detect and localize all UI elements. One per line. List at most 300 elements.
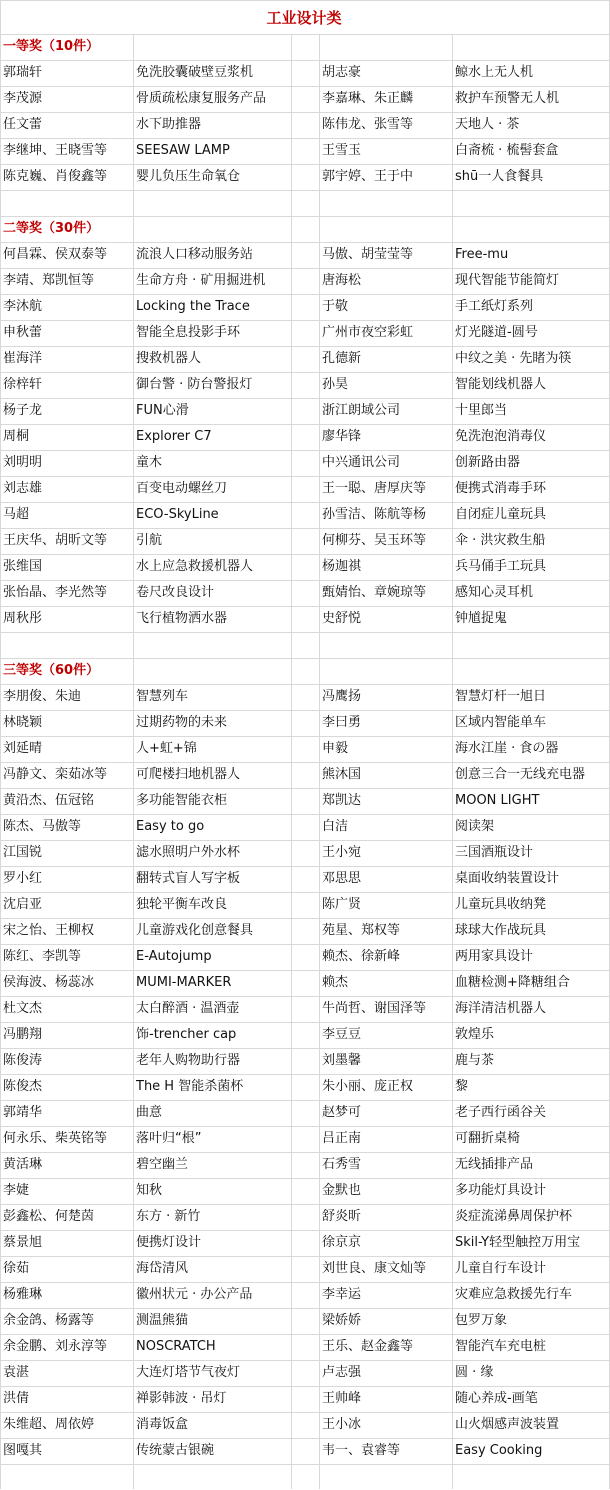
winner-name: 孙昊 xyxy=(322,377,349,392)
project-name: 引航 xyxy=(136,533,163,548)
winner-name: 赖杰、徐新峰 xyxy=(322,949,401,964)
grid-row-line xyxy=(0,1308,610,1309)
project-name: 翻转式盲人写字板 xyxy=(136,871,241,886)
project-name: 伞 · 洪灾救生船 xyxy=(455,533,546,548)
winner-name: 石秀雪 xyxy=(322,1157,362,1172)
project-name: 童木 xyxy=(136,455,163,470)
grid-row-line xyxy=(0,996,610,997)
grid-row-line xyxy=(0,658,610,659)
winner-name: 王一聪、唐厚庆等 xyxy=(322,481,427,496)
project-name: 多功能智能衣柜 xyxy=(136,793,228,808)
project-name: 炎症流涕鼻周保护杯 xyxy=(455,1209,573,1224)
project-name: 御台警 · 防台警报灯 xyxy=(136,377,253,392)
table-row xyxy=(0,450,610,476)
project-name: 人+虹+锦 xyxy=(136,741,197,756)
winner-name: 何柳芬、吴玉环等 xyxy=(322,533,427,548)
grid-row-line xyxy=(0,216,610,217)
table-row xyxy=(0,788,610,814)
table-row xyxy=(0,1256,610,1282)
winner-name: 杨雅琳 xyxy=(3,1287,43,1302)
project-name: 流浪人口移动服务站 xyxy=(136,247,254,262)
table-row xyxy=(0,164,610,190)
project-name: E-Autojump xyxy=(136,949,212,964)
grid-row-line xyxy=(0,398,610,399)
grid-row-line xyxy=(0,1178,610,1179)
grid-row-line xyxy=(0,372,610,373)
winner-name: 陈克巍、肖俊鑫等 xyxy=(3,169,108,184)
table-row xyxy=(0,580,610,606)
grid-row-line xyxy=(0,788,610,789)
table-row xyxy=(0,710,610,736)
table-row xyxy=(0,944,610,970)
winner-name: 徐梓轩 xyxy=(3,377,43,392)
grid-row-line xyxy=(0,1464,610,1465)
sheet-title: 工业设计类 xyxy=(266,8,342,27)
table-row xyxy=(0,242,610,268)
project-name: 黎 xyxy=(455,1079,469,1094)
grid-row-line xyxy=(0,918,610,919)
winner-name: 马傲、胡莹莹等 xyxy=(322,247,414,262)
grid-row-line xyxy=(0,424,610,425)
grid-row-line xyxy=(0,1256,610,1257)
project-name: 多功能灯具设计 xyxy=(455,1183,547,1198)
table-row xyxy=(0,606,610,632)
grid-row-line xyxy=(0,814,610,815)
table-row xyxy=(0,112,610,138)
winner-name: 陈伟龙、张雪等 xyxy=(322,117,414,132)
project-name: 骨质疏松康复服务产品 xyxy=(136,91,267,106)
winner-name: 吕正南 xyxy=(322,1131,362,1146)
winner-name: 中兴通讯公司 xyxy=(322,455,401,470)
prize-heading-row xyxy=(0,658,610,684)
winner-name: 广州市夜空彩虹 xyxy=(322,325,414,340)
winner-name: 张怡晶、李光然等 xyxy=(3,585,108,600)
project-name: Easy to go xyxy=(136,819,205,834)
project-name: 天地人 · 茶 xyxy=(455,117,520,132)
winner-name: 王小冰 xyxy=(322,1417,362,1432)
project-name: 测温熊猫 xyxy=(136,1313,189,1328)
project-name: 生命方舟 · 矿用掘进机 xyxy=(136,273,266,288)
grid-row-line xyxy=(0,346,610,347)
table-row xyxy=(0,1386,610,1412)
project-name: 便携式消毒手环 xyxy=(455,481,547,496)
project-name: NOSCRATCH xyxy=(136,1339,216,1354)
winner-name: 陈俊涛 xyxy=(3,1053,43,1068)
project-name: Easy Cooking xyxy=(455,1443,543,1458)
winner-name: 牛尚哲、谢国泽等 xyxy=(322,1001,427,1016)
table-row xyxy=(0,86,610,112)
prize-heading-row xyxy=(0,34,610,60)
winner-name: 陈广贤 xyxy=(322,897,362,912)
table-row xyxy=(0,1022,610,1048)
project-name: FUN心滑 xyxy=(136,403,189,418)
winner-name: 刘世良、康文灿等 xyxy=(322,1261,427,1276)
table-row xyxy=(0,970,610,996)
table-row xyxy=(0,502,610,528)
grid-row-line xyxy=(0,86,610,87)
project-name: Locking the Trace xyxy=(136,299,250,314)
grid-row-line xyxy=(0,320,610,321)
winner-name: 申秋蕾 xyxy=(3,325,43,340)
table-row xyxy=(0,762,610,788)
winner-name: 周桐 xyxy=(3,429,30,444)
winner-name: 郭靖华 xyxy=(3,1105,43,1120)
project-name: 包罗万象 xyxy=(455,1313,508,1328)
grid-row-line xyxy=(0,1074,610,1075)
winner-name: 赖杰 xyxy=(322,975,349,990)
project-name: 老子西行函谷关 xyxy=(455,1105,547,1120)
table-row xyxy=(0,268,610,294)
grid-row-line xyxy=(0,1360,610,1361)
winner-name: 袁湛 xyxy=(3,1365,30,1380)
winner-name: 浙江朗域公司 xyxy=(322,403,401,418)
project-name: 手工纸灯系列 xyxy=(455,299,534,314)
winner-name: 周秋彤 xyxy=(3,611,43,626)
grid-row-line xyxy=(0,554,610,555)
winner-name: 蔡景旭 xyxy=(3,1235,43,1250)
grid-row-line xyxy=(0,944,610,945)
project-name: 水下助推器 xyxy=(136,117,202,132)
project-name: Explorer C7 xyxy=(136,429,212,444)
table-row xyxy=(0,1204,610,1230)
grid-row-line xyxy=(0,1204,610,1205)
table-row xyxy=(0,1334,610,1360)
winner-name: 李靖、郑凯恒等 xyxy=(3,273,95,288)
winner-name: 洪倩 xyxy=(3,1391,30,1406)
winner-name: 孙雪洁、陈航等杨 xyxy=(322,507,427,522)
winner-name: 李婕 xyxy=(3,1183,30,1198)
table-row xyxy=(0,372,610,398)
winner-name: 徐京京 xyxy=(322,1235,362,1250)
prize-heading: 二等奖（30件） xyxy=(3,221,100,236)
table-row xyxy=(0,60,610,86)
table-row xyxy=(0,1412,610,1438)
table-row xyxy=(0,1438,610,1464)
winner-name: 李嘉琳、朱正麟 xyxy=(322,91,414,106)
winner-name: 唐海松 xyxy=(322,273,362,288)
winner-name: 彭鑫松、何楚茵 xyxy=(3,1209,95,1224)
winner-name: 郑凯达 xyxy=(322,793,362,808)
grid-row-line xyxy=(0,970,610,971)
project-name: 自闭症儿童玩具 xyxy=(455,507,547,522)
project-name: 海洋清洁机器人 xyxy=(455,1001,547,1016)
winner-name: 梁娇娇 xyxy=(322,1313,362,1328)
project-name: 钟馗捉鬼 xyxy=(455,611,508,626)
table-row xyxy=(0,1100,610,1126)
grid-row-line xyxy=(0,60,610,61)
project-name: 婴儿负压生命氧仓 xyxy=(136,169,241,184)
project-name: 百变电动螺丝刀 xyxy=(136,481,228,496)
grid-column-line xyxy=(0,0,1,1489)
project-name: 太白醉酒 · 温酒壶 xyxy=(136,1001,240,1016)
winner-name: 黄沿杰、伍冠铭 xyxy=(3,793,95,808)
winner-name: 李茂源 xyxy=(3,91,43,106)
grid-row-line xyxy=(0,164,610,165)
grid-row-line xyxy=(0,294,610,295)
winner-name: 赵梦可 xyxy=(322,1105,362,1120)
winner-name: 郭瑞轩 xyxy=(3,65,43,80)
winner-name: 冯鹏翔 xyxy=(3,1027,43,1042)
project-name: 三国酒瓶设计 xyxy=(455,845,534,860)
grid-row-line xyxy=(0,1386,610,1387)
project-name: 飞行植物洒水器 xyxy=(136,611,228,626)
grid-row-line xyxy=(0,502,610,503)
winner-name: 余金鸽、杨露等 xyxy=(3,1313,95,1328)
project-name: 球球大作战玩具 xyxy=(455,923,547,938)
winner-name: 孔德新 xyxy=(322,351,362,366)
grid-row-line xyxy=(0,866,610,867)
table-row xyxy=(0,736,610,762)
project-name: 十里郎当 xyxy=(455,403,508,418)
grid-row-line xyxy=(0,632,610,633)
winner-name: 徐茹 xyxy=(3,1261,30,1276)
grid-row-line xyxy=(0,242,610,243)
table-row xyxy=(0,684,610,710)
project-name: 碧空幽兰 xyxy=(136,1157,189,1172)
winner-name: 朱维超、周依婷 xyxy=(3,1417,95,1432)
winner-name: 白洁 xyxy=(322,819,349,834)
table-row xyxy=(0,996,610,1022)
project-name: 山火烟感声波装置 xyxy=(455,1417,560,1432)
table-row xyxy=(0,1074,610,1100)
project-name: SEESAW LAMP xyxy=(136,143,230,158)
table-row xyxy=(0,892,610,918)
project-name: 两用家具设计 xyxy=(455,949,534,964)
project-name: 卷尺改良设计 xyxy=(136,585,215,600)
winner-name: 甄婧怡、章婉琼等 xyxy=(322,585,427,600)
prize-heading-row xyxy=(0,216,610,242)
winner-name: 陈红、李凯等 xyxy=(3,949,82,964)
project-name: 独轮平衡车改良 xyxy=(136,897,228,912)
project-name: 饰-trencher cap xyxy=(136,1027,237,1042)
project-name: 鹿与茶 xyxy=(455,1053,495,1068)
project-name: 灾难应急救援先行车 xyxy=(455,1287,573,1302)
winner-name: 陈杰、马傲等 xyxy=(3,819,82,834)
winner-name: 马超 xyxy=(3,507,30,522)
grid-row-line xyxy=(0,684,610,685)
table-row xyxy=(0,294,610,320)
winner-name: 江国锐 xyxy=(3,845,43,860)
winner-name: 王雪玉 xyxy=(322,143,362,158)
winner-name: 崔海洋 xyxy=(3,351,43,366)
winner-name: 侯海波、杨蕊冰 xyxy=(3,975,95,990)
grid-row-line xyxy=(0,1048,610,1049)
winner-name: 李继坤、王晓雪等 xyxy=(3,143,108,158)
winner-name: 冯鹰扬 xyxy=(322,689,362,704)
winner-name: 苑星、郑权等 xyxy=(322,923,401,938)
grid-row-line xyxy=(0,138,610,139)
table-row xyxy=(0,840,610,866)
winner-name: 申毅 xyxy=(322,741,349,756)
winner-name: 史舒悦 xyxy=(322,611,362,626)
project-name: 中纹之美 · 先睹为筷 xyxy=(455,351,572,366)
winner-name: 王庆华、胡昕文等 xyxy=(3,533,108,548)
project-name: 鲸水上无人机 xyxy=(455,65,534,80)
project-name: 东方 · 新竹 xyxy=(136,1209,201,1224)
grid-row-line xyxy=(0,1152,610,1153)
project-name: 感知心灵耳机 xyxy=(455,585,534,600)
project-name: 智慧灯杆一旭日 xyxy=(455,689,547,704)
table-row xyxy=(0,424,610,450)
winner-name: 刘延晴 xyxy=(3,741,43,756)
prize-heading: 三等奖（60件） xyxy=(3,663,100,678)
grid-row-line xyxy=(0,450,610,451)
winner-name: 罗小红 xyxy=(3,871,43,886)
project-name: 无线插排产品 xyxy=(455,1157,534,1172)
project-name: Skil-Y轻型触控万用宝 xyxy=(455,1235,581,1250)
project-name: 现代智能节能简灯 xyxy=(455,273,560,288)
winner-name: 杜文杰 xyxy=(3,1001,43,1016)
winner-name: 张维国 xyxy=(3,559,43,574)
project-name: 创意三合一无线充电器 xyxy=(455,767,586,782)
project-name: 智慧列车 xyxy=(136,689,189,704)
grid-row-line xyxy=(0,1230,610,1231)
table-row xyxy=(0,1152,610,1178)
project-name: 免洗胶囊破壁豆浆机 xyxy=(136,65,254,80)
winner-name: 邓思思 xyxy=(322,871,362,886)
winner-name: 刘墨馨 xyxy=(322,1053,362,1068)
grid-row-line xyxy=(0,1100,610,1101)
winner-name: 何昌霖、侯双泰等 xyxy=(3,247,108,262)
project-name: 大连灯塔节气夜灯 xyxy=(136,1365,241,1380)
project-name: 儿童玩具收纳凳 xyxy=(455,897,547,912)
project-name: 水上应急救援机器人 xyxy=(136,559,254,574)
winner-name: 宋之怡、王柳权 xyxy=(3,923,95,938)
winner-name: 何永乐、柴英铭等 xyxy=(3,1131,108,1146)
table-row xyxy=(0,918,610,944)
winner-name: 廖华锋 xyxy=(322,429,362,444)
grid-row-line xyxy=(0,710,610,711)
project-name: 徽州状元 · 办公产品 xyxy=(136,1287,253,1302)
project-name: 智能全息投影手环 xyxy=(136,325,241,340)
project-name: 区域内智能单车 xyxy=(455,715,547,730)
grid-row-line xyxy=(0,0,610,1)
winner-name: 韦一、袁睿等 xyxy=(322,1443,401,1458)
winner-name: 黄活琳 xyxy=(3,1157,43,1172)
winner-name: 刘志雄 xyxy=(3,481,43,496)
project-name: 阅读架 xyxy=(455,819,495,834)
project-name: 知秋 xyxy=(136,1183,163,1198)
grid-row-line xyxy=(0,1022,610,1023)
winner-name: 任文蕾 xyxy=(3,117,43,132)
table-row xyxy=(0,866,610,892)
grid-row-line xyxy=(0,190,610,191)
winner-name: 林晓颖 xyxy=(3,715,43,730)
project-name: 桌面收纳装置设计 xyxy=(455,871,560,886)
grid-row-line xyxy=(0,1412,610,1413)
winner-name: 杨子龙 xyxy=(3,403,43,418)
project-name: 老年人购物助行器 xyxy=(136,1053,241,1068)
project-name: 曲意 xyxy=(136,1105,163,1120)
empty-row xyxy=(0,632,610,658)
table-row xyxy=(0,346,610,372)
table-row xyxy=(0,138,610,164)
winner-name: 李朋俊、朱迪 xyxy=(3,689,82,704)
winner-name: 陈俊杰 xyxy=(3,1079,43,1094)
winner-name: 朱小丽、庞正权 xyxy=(322,1079,414,1094)
grid-row-line xyxy=(0,606,610,607)
project-name: ECO-SkyLine xyxy=(136,507,219,522)
project-name: 血糖检测+降糖组合 xyxy=(455,975,570,990)
table-row xyxy=(0,554,610,580)
project-name: 智能汽车充电桩 xyxy=(455,1339,547,1354)
empty-row xyxy=(0,1464,610,1490)
winner-name: 余金鹏、刘永淳等 xyxy=(3,1339,108,1354)
grid-row-line xyxy=(0,1334,610,1335)
grid-row-line xyxy=(0,476,610,477)
winner-name: 卢志强 xyxy=(322,1365,362,1380)
project-name: 滤水照明户外水杯 xyxy=(136,845,241,860)
project-name: 搜救机器人 xyxy=(136,351,202,366)
table-row xyxy=(0,1178,610,1204)
table-row xyxy=(0,320,610,346)
winner-name: 熊沐国 xyxy=(322,767,362,782)
project-name: 儿童自行车设计 xyxy=(455,1261,547,1276)
table-row xyxy=(0,1126,610,1152)
project-name: 创新路由器 xyxy=(455,455,521,470)
project-name: 救护车预警无人机 xyxy=(455,91,560,106)
winner-name: 冯静文、栾茹冰等 xyxy=(3,767,108,782)
winner-name: 李沐航 xyxy=(3,299,43,314)
project-name: 禅影韩波 · 吊灯 xyxy=(136,1391,227,1406)
grid-row-line xyxy=(0,580,610,581)
grid-row-line xyxy=(0,1282,610,1283)
prize-heading: 一等奖（10件） xyxy=(3,39,100,54)
project-name: 传统蒙古银碗 xyxy=(136,1443,215,1458)
project-name: 敦煌乐 xyxy=(455,1027,495,1042)
grid-row-line xyxy=(0,1438,610,1439)
winner-name: 王小宛 xyxy=(322,845,362,860)
grid-row-line xyxy=(0,1126,610,1127)
table-row xyxy=(0,1360,610,1386)
table-row xyxy=(0,1282,610,1308)
project-name: 儿童游戏化创意餐具 xyxy=(136,923,254,938)
winner-name: 李曰勇 xyxy=(322,715,362,730)
project-name: MOON LIGHT xyxy=(455,793,540,808)
project-name: MUMI-MARKER xyxy=(136,975,232,990)
project-name: 圆 · 缘 xyxy=(455,1365,494,1380)
winner-name: 于敬 xyxy=(322,299,349,314)
winner-name: 胡志豪 xyxy=(322,65,362,80)
winner-name: 郭宇婷、王于中 xyxy=(322,169,414,184)
project-name: 免洗泡泡消毒仪 xyxy=(455,429,547,444)
table-row xyxy=(0,1230,610,1256)
project-name: 消毒饭盒 xyxy=(136,1417,189,1432)
table-row xyxy=(0,528,610,554)
grid-row-line xyxy=(0,34,610,35)
grid-row-line xyxy=(0,762,610,763)
grid-row-line xyxy=(0,892,610,893)
winner-name: 王帅峰 xyxy=(322,1391,362,1406)
grid-row-line xyxy=(0,112,610,113)
winner-name: 刘明明 xyxy=(3,455,43,470)
table-row xyxy=(0,814,610,840)
project-name: 随心养成-画笔 xyxy=(455,1391,538,1406)
winner-name: 李幸运 xyxy=(322,1287,362,1302)
project-name: 智能划线机器人 xyxy=(455,377,547,392)
empty-row xyxy=(0,190,610,216)
project-name: shū一人食餐具 xyxy=(455,169,544,184)
grid-row-line xyxy=(0,268,610,269)
winner-name: 王乐、赵金鑫等 xyxy=(322,1339,414,1354)
grid-row-line xyxy=(0,840,610,841)
grid-row-line xyxy=(0,736,610,737)
winner-name: 杨迦祺 xyxy=(322,559,362,574)
table-row xyxy=(0,398,610,424)
project-name: 可翻折桌椅 xyxy=(455,1131,521,1146)
winner-name: 图嘎其 xyxy=(3,1443,43,1458)
project-name: 过期药物的未来 xyxy=(136,715,228,730)
